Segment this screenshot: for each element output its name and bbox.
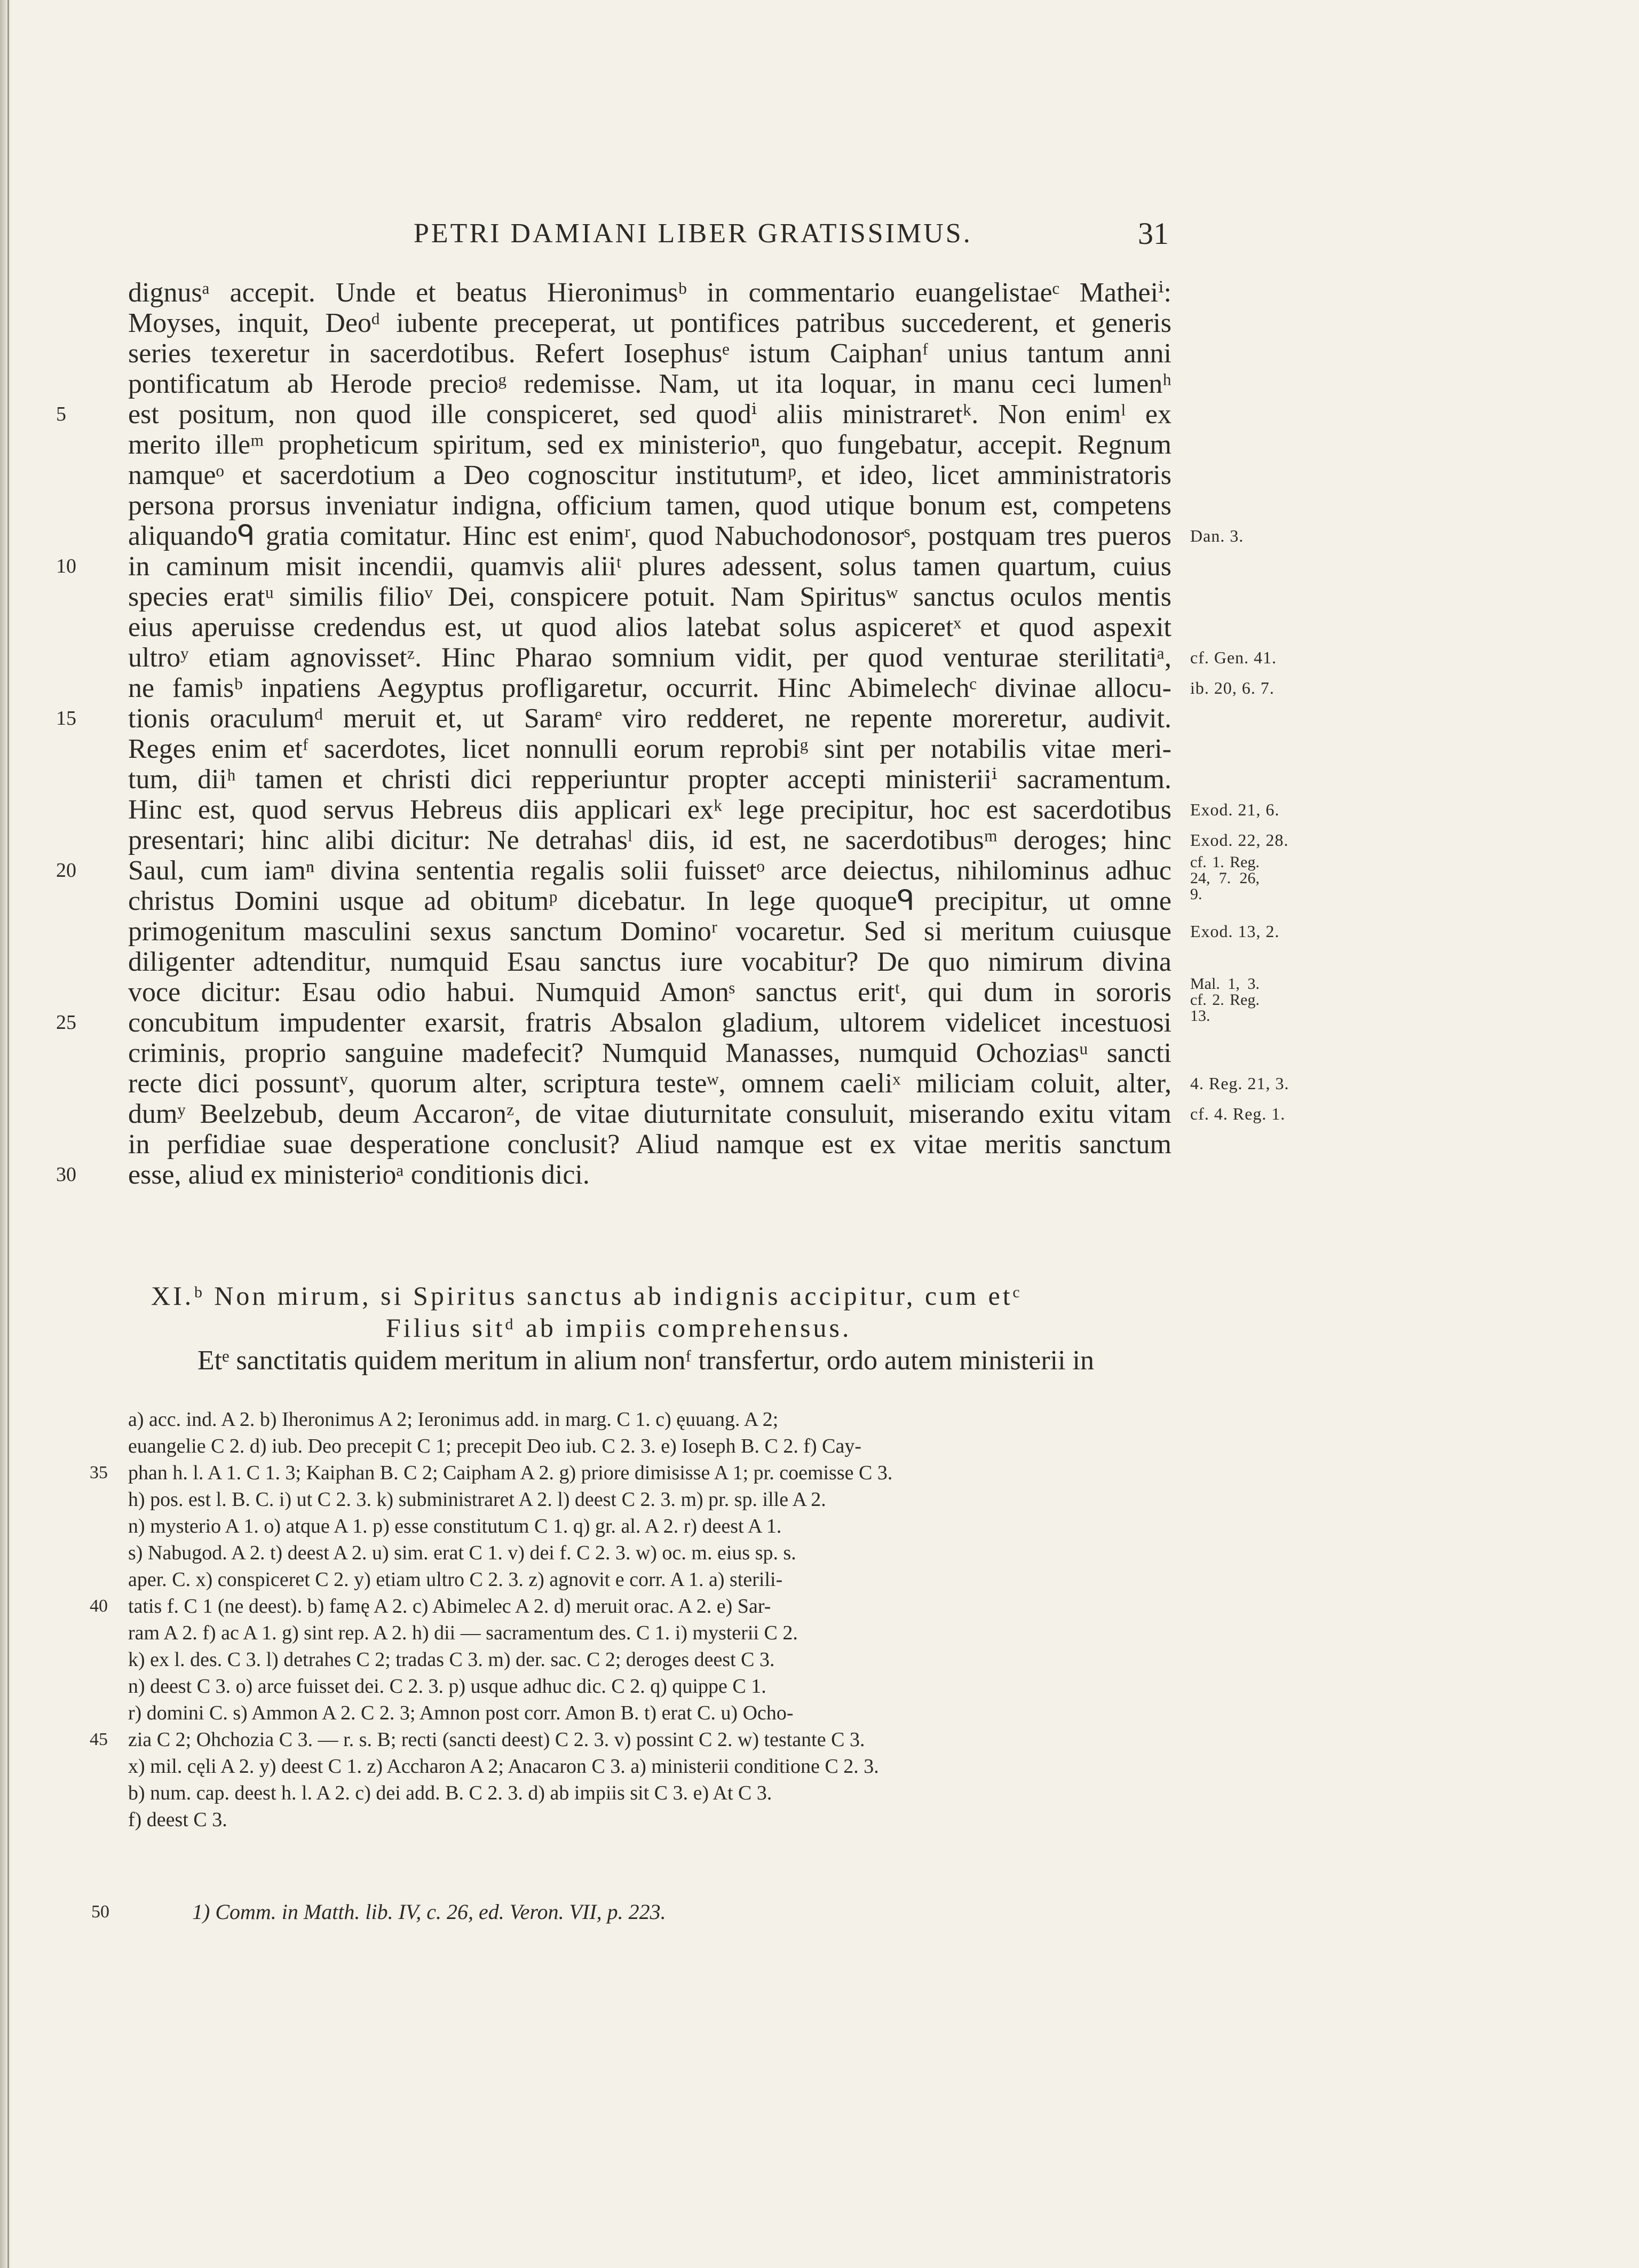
text-line-content: in caminum misit incendii, quamvis aliiᵗ plures adessent, solus tamen quartum, cuius [128,551,1171,582]
apparatus-line-content: a) acc. ind. A 2. b) Iheronimus A 2; Ieronimus add. in marg. C 1. c) ęuuang. A 2; [128,1408,779,1431]
book-spine-shadow [0,0,12,2268]
text-line-content: namqueᵒ et sacerdotium a Deo cognoscitur institutumᵖ, et ideo, licet amministratoris [128,460,1171,490]
apparatus-line [128,1726,1171,1753]
page-header [128,218,1169,260]
text-line [128,673,1274,703]
text-line [56,1160,1171,1190]
line-number: 45 [90,1730,108,1749]
critical-apparatus [90,1406,1171,1833]
text-line [128,764,1171,795]
margin-reference: Exod. 13, 2. [1190,922,1280,941]
text-line-content: species eratᵘ similis filioᵛ Dei, conspicere potuit. Nam Spiritusʷ sanctus oculos mentis [128,582,1171,612]
text-line-content: aliquandoᑫ gratia comitatur. Hinc est enimʳ, quod Nabuchodonosorˢ, postquam tres pueros [128,521,1171,551]
apparatus-line-content: r) domini C. s) Ammon A 2. C 2. 3; Amnon post corr. Amon B. t) erat C. u) Ocho- [128,1702,794,1724]
apparatus-line-content: b) num. cap. deest h. l. A 2. c) dei add. B. C 2. 3. d) ab impiis sit C 3. e) At C 3. [128,1782,772,1804]
text-line-content: ultroʸ etiam agnovissetᶻ. Hinc Pharao somnium vidit, per quod venturae sterilitatiᵃ, [128,643,1171,673]
apparatus-line-content: k) ex l. des. C 3. l) detrahes C 2; tradas C 3. m) der. sac. C 2; deroges deest C 3. [128,1648,775,1671]
margin-reference: cf. 4. Reg. 1. [1190,1104,1286,1123]
text-line [128,277,1171,308]
text-line-content: recte dici possuntᵛ, quorum alter, scriptura testeʷ, omnem caeliˣ miliciam coluit, alter, [128,1068,1171,1099]
text-line [128,369,1171,399]
text-line-content: presentari; hinc alibi dicitur: Ne detrahasˡ diis, id est, ne sacerdotibusᵐ deroges; hinc [128,825,1171,855]
text-line-content: ne famisᵇ inpatiens Aegyptus profligaretur, occurrit. Hinc Abimelechᶜ divinae allocu- [128,673,1171,703]
main-text [56,277,1289,1190]
apparatus-line-content: phan h. l. A 1. C 1. 3; Kaiphan B. C 2; Caipham A 2. g) priore dimisisse A 1; pr. coemisse C 3. [128,1462,893,1484]
text-line-content: Saul, cum iamⁿ divina sententia regalis solii fuissetᵒ arce deiectus, nihilominus adhuc [128,855,1171,886]
text-line-content: primogenitum masculini sexus sanctum Dominoʳ vocaretur. Sed si meritum cuiusque [128,916,1171,947]
apparatus-line-content: euangelie C 2. d) iub. Deo precepit C 1; precepit Deo iub. C 2. 3. e) Ioseph B. C 2. f) Cay- [128,1435,861,1457]
margin-reference: Dan. 3. [1190,526,1244,545]
apparatus-line [128,1486,1171,1513]
text-line-content: tionis oraculumᵈ meruit et, ut Saramᵉ viro redderet, ne repente moreretur, audivit. [128,703,1171,734]
text-line [128,1099,1286,1129]
text-line [128,430,1171,460]
apparatus-line-content: tatis f. C 1 (ne deest). b) famę A 2. c) Abimelec A 2. d) meruit orac. A 2. e) Sar- [128,1595,771,1617]
text-line-content: tum, diiʰ tamen et christi dici repperiuntur propter accepti ministeriiⁱ sacramentum. [128,764,1171,795]
apparatus-line-content: f) deest C 3. [128,1809,227,1831]
text-line-content: Reges enim etᶠ sacerdotes, licet nonnulli eorum reprobiᵍ sint per notabilis vitae meri- [128,734,1171,764]
line-number: 15 [56,707,76,729]
apparatus-line-content: x) mil. cęli A 2. y) deest C 1. z) Accharon A 2; Anacaron C 3. a) ministerii conditione C 2. 3. [128,1755,879,1778]
text-line [128,734,1171,764]
text-line [128,795,1280,825]
text-line-content: christus Domini usque ad obitumᵖ dicebatur. In lege quoqueᑫ precipitur, ut omne [128,886,1171,916]
running-title: PETRI DAMIANI LIBER GRATISSIMUS. [414,218,972,249]
gutter-line [7,0,9,2268]
section-heading-line-2: Filius sitᵈ ab impiis comprehensus. [386,1313,852,1343]
text-line-content: diligenter adtenditur, numquid Esau sanctus iure vocabitur? De quo nimirum divina [128,947,1171,977]
apparatus-line-content: h) pos. est l. B. C. i) ut C 2. 3. k) subministraret A 2. l) deest C 2. 3. m) pr. sp. ille A 2. [128,1488,826,1511]
text-line-content: concubitum impudenter exarsit, fratris Absalon gladium, ultorem videlicet incestuosi [128,1008,1171,1038]
line-number: 25 [56,1011,76,1034]
text-line-content: dignusᵃ accepit. Unde et beatus Hieronimusᵇ in commentario euangelistaeᶜ Matheiⁱ: [128,277,1171,308]
apparatus-line [128,1513,1171,1540]
text-line [128,825,1289,855]
footnote-line-number: 50 [91,1902,109,1922]
text-line-content: dumʸ Beelzebub, deum Accaronᶻ, de vitae diuturnitate consuluit, miserando exitu vitam [128,1099,1171,1129]
line-number: 10 [56,555,76,577]
text-line [128,338,1171,369]
page-number: 31 [1138,216,1169,251]
line-number: 40 [90,1596,108,1616]
text-line [128,1129,1171,1160]
apparatus-line-content: n) deest C 3. o) arce fuisset dei. C 2. 3. p) usque adhuc dic. C 2. q) quippe C 1. [128,1675,766,1698]
line-number: 5 [56,403,66,425]
margin-reference: Exod. 22, 28. [1190,830,1289,850]
footnote [91,1899,1171,1925]
text-line [128,308,1171,338]
margin-reference: cf. 1. Reg. 24, 7. 26, 9. [1190,853,1260,903]
text-line [128,916,1280,947]
text-line [128,612,1171,643]
margin-reference: 4. Reg. 21, 3. [1190,1074,1289,1093]
apparatus-line [128,1620,1171,1646]
apparatus-line-content: ram A 2. f) ac A 1. g) sint rep. A 2. h) dii — sacramentum des. C 1. i) mysterii C 2. [128,1622,798,1644]
text-line [128,1038,1171,1068]
text-line [56,551,1171,582]
text-line [128,521,1244,551]
margin-reference: Exod. 21, 6. [1190,800,1280,819]
apparatus-line [128,1593,1171,1620]
text-line [128,582,1171,612]
text-line-content: in perfidiae suae desperatione conclusit? Aliud namque est ex vitae meritis sanctum [128,1129,1171,1160]
text-line [56,1008,1171,1038]
apparatus-line [128,1673,1171,1700]
text-line-content: merito illeᵐ propheticum spiritum, sed ex ministerioⁿ, quo fungebatur, accepit. Regnum [128,430,1171,460]
text-line [56,703,1171,734]
text-line-content: Hinc est, quod servus Hebreus diis applicari exᵏ lege precipitur, hoc est sacerdotibus [128,795,1171,825]
line-number: 20 [56,859,76,882]
apparatus-line-content: n) mysterio A 1. o) atque A 1. p) esse constitutum C 1. q) gr. al. A 2. r) deest A 1. [128,1515,782,1537]
text-line-content: esse, aliud ex ministerioᵃ conditionis dici. [128,1160,590,1190]
text-line-content: criminis, proprio sanguine madefecit? Numquid Manasses, numquid Ochoziasᵘ sancti [128,1038,1171,1068]
text-line [128,490,1171,521]
footnote-text: 1) Comm. in Matth. lib. IV, c. 26, ed. Veron. VII, p. 223. [192,1900,666,1924]
apparatus-line-content: s) Nabugod. A 2. t) deest A 2. u) sim. erat C 1. v) dei f. C 2. 3. w) oc. m. eius sp. s. [128,1542,796,1564]
apparatus-line [128,1540,1171,1566]
margin-reference: cf. Gen. 41. [1190,648,1277,667]
text-line-content: pontificatum ab Herode precioᵍ redemisse. Nam, ut ita loquar, in manu ceci lumenʰ [128,369,1171,399]
apparatus-line [128,1460,1171,1486]
section-heading [151,1280,1165,1344]
text-line-content: voce dicitur: Esau odio habui. Numquid Amonˢ sanctus eritᵗ, qui dum in sororis [128,977,1171,1008]
text-line [128,947,1171,977]
section-heading-line-1: XI.ᵇ Non mirum, si Spiritus sanctus ab indignis accipitur, cum etᶜ [151,1281,1023,1311]
margin-reference: Mal. 1, 3. cf. 2. Reg. 13. [1190,975,1260,1025]
apparatus-line [128,1806,1171,1833]
text-line [128,460,1171,490]
apparatus-line [128,1780,1171,1806]
apparatus-line [128,1646,1171,1673]
apparatus-line-content: zia C 2; Ohchozia C 3. — r. s. B; recti (sancti deest) C 2. 3. v) possint C 2. w) testante C 3. [128,1728,865,1751]
line-number: 35 [90,1463,108,1482]
text-line-content: Moyses, inquit, Deoᵈ iubente preceperat, ut pontifices patribus succederent, et generis [128,308,1171,338]
text-line [128,643,1277,673]
text-line-content: series texeretur in sacerdotibus. Refert Iosephusᵉ istum Caiphanᶠ unius tantum anni [128,338,1171,369]
text-line-content: est positum, non quod ille conspiceret, sed quodⁱ aliis ministraretᵏ. Non enimˡ ex [128,399,1171,430]
line-number: 30 [56,1163,76,1186]
apparatus-line-content: aper. C. x) conspiceret C 2. y) etiam ultro C 2. 3. z) agnovit e corr. A 1. a) sterili- [128,1568,783,1591]
text-line [128,886,1171,916]
margin-reference: ib. 20, 6. 7. [1190,678,1274,697]
text-line [56,399,1171,430]
apparatus-line [128,1406,1171,1433]
section-first-line: Etᵉ sanctitatis quidem meritum in alium nonᶠ transfertur, ordo autem ministerii in [197,1345,1094,1376]
apparatus-line [128,1753,1171,1780]
text-line-content: eius aperuisse credendus est, ut quod alios latebat solus aspiceretˣ et quod aspexit [128,612,1171,643]
text-line-content: persona prorsus inveniatur indigna, officium tamen, quod utique bonum est, competens [128,490,1171,521]
text-line [128,1068,1289,1099]
